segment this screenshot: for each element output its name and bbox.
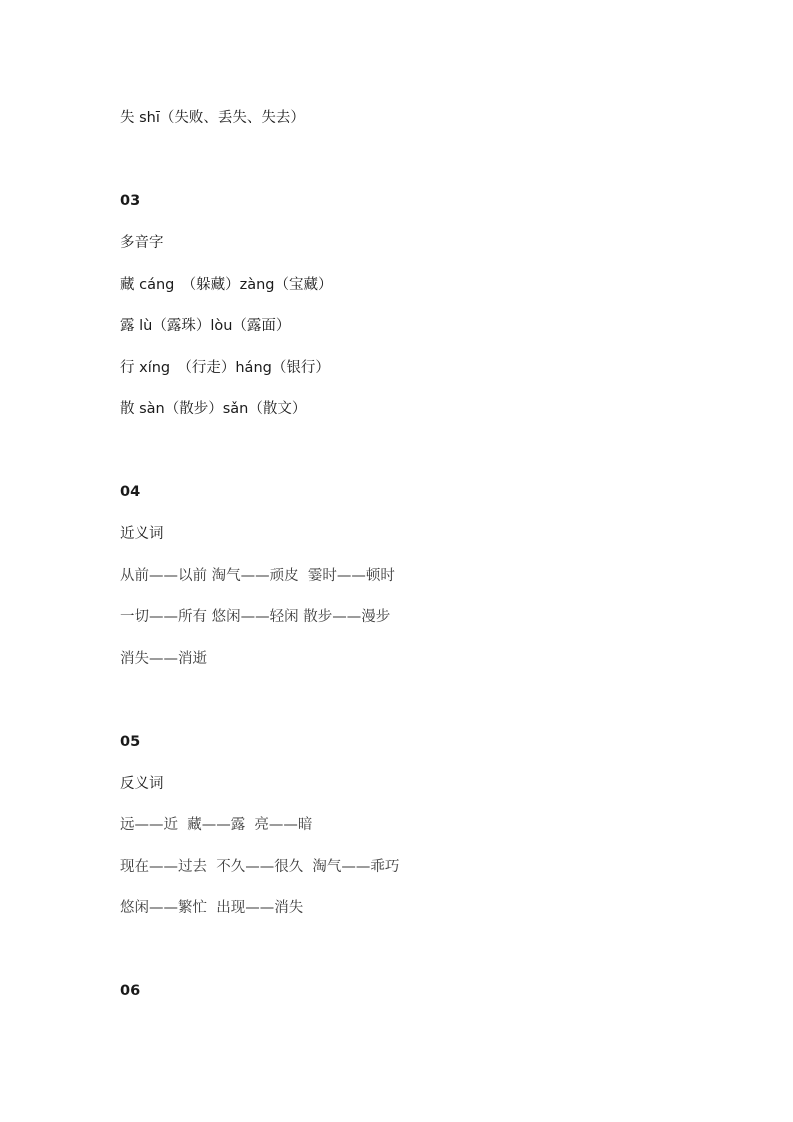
text-line: 现在——过去 不久——很久 淘气——乖巧 [120, 859, 400, 875]
text-line: 行 xíng （行走）háng（银行） [120, 360, 330, 376]
text-line: 散 sàn（散步）sǎn（散文） [120, 401, 307, 417]
text-line: 远——近 藏——露 亮——暗 [120, 817, 313, 833]
section-title: 近义词 [120, 526, 164, 542]
section-number: 04 [120, 484, 141, 500]
text-line: 露 lù（露珠）lòu（露面） [120, 318, 291, 334]
text-line: 一切——所有 悠闲——轻闲 散步——漫步 [120, 609, 391, 625]
text-line: 悠闲——繁忙 出现——消失 [120, 900, 304, 916]
text-line: 从前——以前 淘气——顽皮 霎时——顿时 [120, 568, 395, 584]
section-number: 05 [120, 734, 141, 750]
section-title: 多音字 [120, 235, 164, 251]
section-title: 反义词 [120, 776, 164, 792]
text-line: 藏 cáng （躲藏）zàng（宝藏） [120, 277, 333, 293]
section-number: 03 [120, 193, 141, 209]
text-line: 消失——消逝 [120, 651, 207, 667]
text-line: 失 shī（失败、丢失、失去） [120, 110, 305, 126]
section-number: 06 [120, 983, 141, 999]
